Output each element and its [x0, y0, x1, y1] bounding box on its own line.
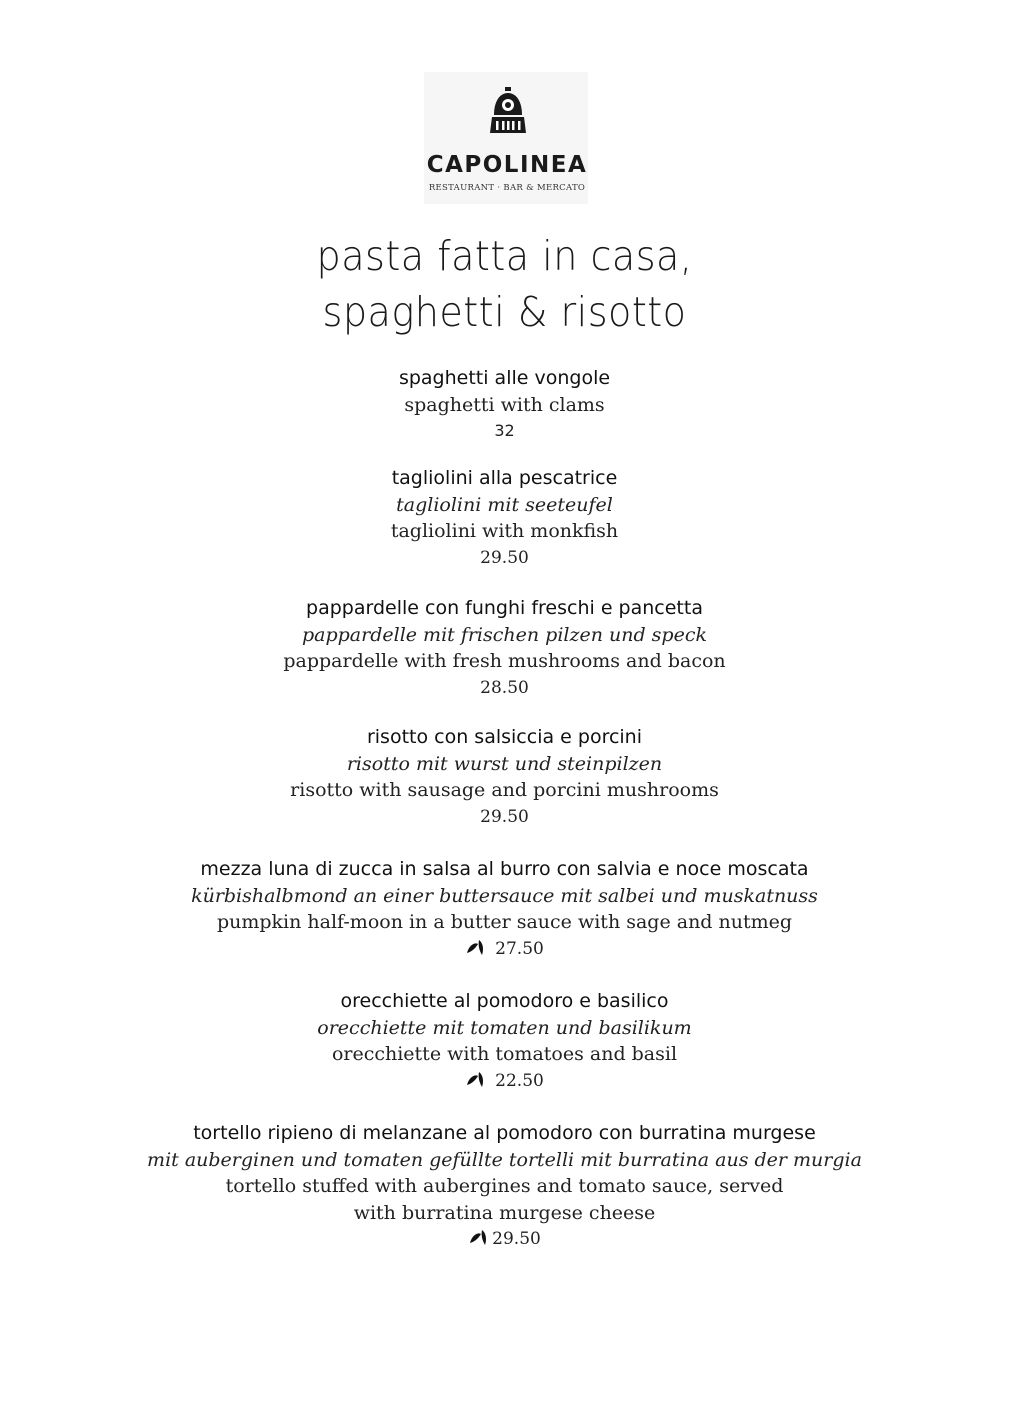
menu-item [0, 724, 1009, 830]
dish-english: tortello stuffed with aubergines and tomato sauce, served [225, 1175, 784, 1197]
menu-item [0, 856, 1009, 962]
dish-name: tortello ripieno di melanzane al pomodoro con burratina murgese [193, 1122, 816, 1144]
dish-german: mit auberginen und tomaten gefüllte tortelli mit burratina aus der murgia [147, 1148, 862, 1171]
menu-item [0, 1120, 1009, 1253]
dish-price: 32 [494, 421, 515, 440]
dish-german: pappardelle mit frischen pilzen und speck [301, 623, 707, 646]
title-line-1: pasta fatta in casa, [316, 232, 693, 280]
menu-item [0, 595, 1009, 701]
dish-price: 28.50 [480, 677, 529, 698]
menu-item [0, 365, 1009, 445]
vegetarian-leaf-icon [468, 1227, 490, 1247]
dish-english: orecchiette with tomatoes and basil [331, 1043, 678, 1065]
title-line-2: spaghetti & risotto [322, 288, 687, 336]
dish-german: kürbishalbmond an einer buttersauce mit salbei und muskatnuss [191, 884, 818, 907]
vegetarian-leaf-icon [465, 937, 487, 957]
dish-english: risotto with sausage and porcini mushrooms [290, 779, 719, 801]
brand-name: CAPOLINEA [426, 152, 588, 178]
dish-price-row [0, 1068, 1009, 1095]
dish-price: 22.50 [495, 1070, 544, 1091]
brand-tagline: RESTAURANT · BAR & MERCATO [428, 183, 586, 193]
dish-english-continued: with burratina murgese cheese [353, 1201, 656, 1224]
locomotive-icon [488, 85, 528, 135]
page-title [0, 228, 1009, 340]
dish-german: tagliolini mit seeteufel [396, 493, 613, 516]
dish-german: risotto mit wurst und steinpilzen [346, 752, 663, 775]
dish-german: orecchiette mit tomaten und basilikum [317, 1016, 692, 1039]
dish-name: orecchiette al pomodoro e basilico [340, 990, 669, 1012]
dish-price-row [0, 936, 1009, 963]
dish-english: spaghetti with clams [404, 393, 605, 416]
dish-name: pappardelle con funghi freschi e pancetta [306, 597, 703, 619]
dish-price-row [0, 1226, 1009, 1253]
menu-item [0, 465, 1009, 571]
dish-price: 29.50 [492, 1229, 541, 1249]
dish-name: risotto con salsiccia e porcini [366, 726, 643, 748]
dish-price: 29.50 [480, 547, 529, 568]
dish-english: tagliolini with monkfish [390, 520, 619, 542]
vegetarian-leaf-icon [465, 1069, 487, 1089]
dish-english: pappardelle with fresh mushrooms and bacon [283, 650, 726, 672]
dish-name: spaghetti alle vongole [398, 367, 611, 389]
dish-name: mezza luna di zucca in salsa al burro con salvia e noce moscata [200, 858, 809, 880]
menu-item [0, 988, 1009, 1094]
dish-price: 27.50 [495, 938, 544, 959]
dish-name: tagliolini alla pescatrice [391, 467, 618, 489]
dish-price: 29.50 [480, 806, 529, 827]
dish-english: pumpkin half-moon in a butter sauce with sage and nutmeg [216, 911, 793, 933]
